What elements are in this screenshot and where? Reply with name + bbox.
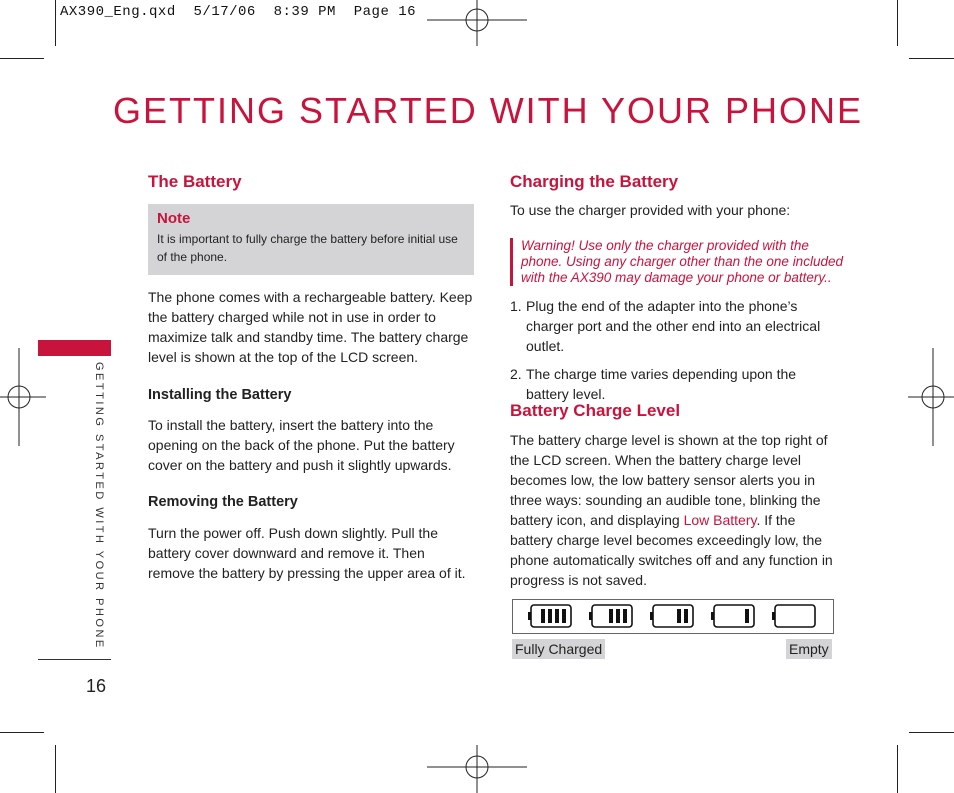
- removing-heading: Removing the Battery: [148, 494, 298, 510]
- installing-heading: Installing the Battery: [148, 387, 292, 403]
- warning-callout: Warning! Use only the charger provided with the phone. Using any charger other than the one included with the AX390 may damage your phone or battery..: [510, 238, 851, 286]
- charging-heading: Charging the Battery: [510, 172, 679, 191]
- registration-mark-top-icon: [427, 0, 527, 46]
- charging-steps: [510, 296, 840, 404]
- side-tab-bar: [38, 340, 111, 356]
- side-tab-label: GETTING STARTED WITH YOUR PHONE: [93, 362, 105, 650]
- crop-mark: [0, 732, 44, 733]
- charge-level-heading: Battery Charge Level: [510, 401, 681, 420]
- battery-icon: [650, 605, 693, 627]
- battery-bar: [745, 609, 749, 623]
- step-text: The charge time varies depending upon the battery level.: [526, 366, 797, 402]
- crop-mark: [909, 58, 954, 59]
- page-number: 16: [86, 676, 107, 696]
- registration-mark-bottom-icon: [427, 745, 527, 793]
- label-empty: Empty: [786, 639, 832, 659]
- battery-bar: [609, 609, 613, 623]
- charging-intro: To use the charger provided with your phone:: [510, 202, 791, 218]
- low-battery-highlight: Low Battery: [683, 512, 757, 528]
- crop-mark: [909, 732, 954, 733]
- battery-icon: [772, 605, 815, 627]
- crop-mark: [0, 58, 44, 59]
- page-title: GETTING STARTED WITH YOUR PHONE: [113, 90, 864, 131]
- installing-paragraph: To install the battery, insert the battery into the opening on the back of the phone. Put the battery cover on the battery and push it slightly upwards.: [148, 417, 455, 473]
- battery-level-strip: [512, 599, 834, 634]
- note-box: [148, 204, 474, 275]
- step-number: 1.: [510, 298, 522, 314]
- battery-icon: [589, 605, 632, 627]
- registration-mark-left-icon: [0, 348, 46, 446]
- charge-level-text-b: . If the battery charge level becomes exceedingly low, the phone automatically switches off and any function in progress is not saved.: [510, 512, 833, 588]
- battery-intro-paragraph: The phone comes with a rechargeable battery. Keep the battery charged while not in use in order to maximize talk and standby time. The battery charge level is shown at the top of the LCD screen.: [148, 289, 473, 365]
- battery-icons: [513, 600, 833, 633]
- battery-heading: The Battery: [148, 172, 242, 191]
- battery-bar: [677, 609, 681, 623]
- battery-bar: [616, 609, 620, 623]
- battery-bar: [562, 609, 566, 623]
- print-slug: AX390_Eng.qxd 5/17/06 8:39 PM Page 16: [60, 4, 417, 20]
- note-text: It is important to fully charge the battery before initial use of the phone.: [157, 232, 458, 264]
- step-text: Plug the end of the adapter into the phone’s charger port and the other end into an electrical outlet.: [526, 298, 821, 354]
- step-number: 2.: [510, 366, 522, 382]
- registration-mark-right-icon: [908, 348, 954, 446]
- battery-bar: [541, 609, 545, 623]
- battery-bar: [684, 609, 688, 623]
- list-item: [510, 296, 840, 356]
- battery-icon: [711, 605, 754, 627]
- note-title: Note: [157, 210, 191, 227]
- crop-mark: [897, 0, 898, 46]
- battery-bar: [555, 609, 559, 623]
- crop-mark: [897, 745, 898, 793]
- side-divider: [38, 659, 111, 660]
- list-item: [510, 364, 840, 404]
- charge-level-paragraph: [510, 430, 840, 590]
- battery-bar: [548, 609, 552, 623]
- crop-mark: [55, 0, 56, 46]
- crop-mark: [55, 745, 56, 793]
- battery-bar: [623, 609, 627, 623]
- label-fully-charged: Fully Charged: [512, 639, 605, 659]
- charge-level-text-a: The battery charge level is shown at the top right of the LCD screen. When the battery charge level becomes low, the low battery sensor alerts you in three ways: sounding an audible tone, blinking the battery icon, and displaying: [510, 432, 828, 528]
- removing-paragraph: Turn the power off. Push down slightly. Pull the battery cover downward and remove it. Then remove the battery by pressing the upper area of it.: [148, 525, 466, 581]
- battery-icon: [528, 605, 571, 627]
